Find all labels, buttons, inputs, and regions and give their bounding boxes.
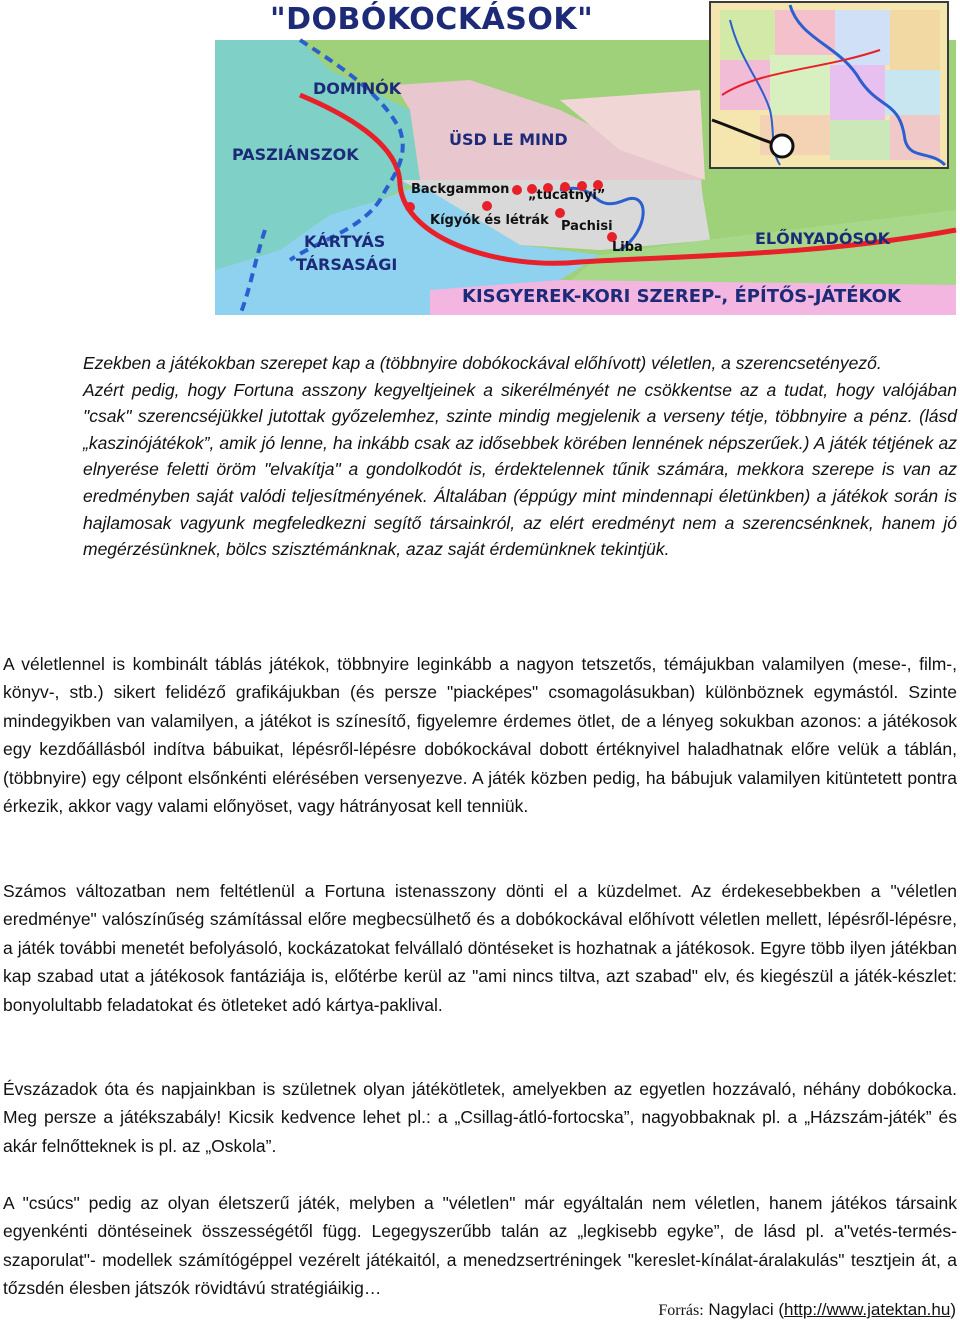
source-link[interactable]: http://www.jatektan.hu (784, 1300, 951, 1319)
label-dominok: DOMINÓK (313, 79, 402, 98)
label-backgammon: Backgammon (411, 182, 510, 197)
label-tarsasagi: TÁRSASÁGI (296, 255, 398, 274)
paragraph-3: Évszázadok óta és napjainkban is születnek olyan játékötletek, amelyekben az egyetlen hozzávaló, néhány dobókocka. Meg persze a játékszabály! Kicsik kedvence lehet pl.: a „Csillag-átló-fortocska”, nagyobbaknak pl. a „Házszám-játék” és akár felnőtteknek is pl. az „Oskola”. (3, 1079, 957, 1156)
inset-map (710, 2, 948, 168)
intro-block (83, 350, 957, 563)
label-tucatnyi: „tucatnyi” (528, 188, 606, 203)
figure-title: "DOBÓKOCKÁSOK" (270, 2, 594, 37)
source-label: Forrás: (658, 1302, 704, 1319)
intro-sentence-1: Ezekben a játékokban szerepet kap a (többnyire dobókockával előhívott) véletlen, a szerencsetényező. (83, 353, 882, 373)
intro-sentence-2: Azért pedig, hogy Fortuna asszony kegyeltjeinek a sikerélményét ne csökkentse az a tudat, hogy valójában "csak" szerencséjükkel jutottak győzelemhez, szinte mindig megjelenik a verseny tétje, többnyire a pénz. (lásd „kaszinójátékok”, amik jó lenne, ha inkább csak az idősebbek körében lennének népszerűek.) A játék tétjének az elnyerése feletti öröm "elvakítja" a gondolkodót is, érdektelennek tűnik számára, mekkora szerepe is van az eredményben saját valódi teljesítményének. Általában (éppúgy mint mindennapi életünkben) a játékok során is hajlamosak vagyunk megfeledkezni segítő társainkról, az elért eredményt nem a szerencsénknek, hanem jó megérzésünknek, bölcs szisztémánknak, azaz saját érdemünknek tekintjük. (83, 379, 957, 560)
source-author: Nagylaci ( (708, 1300, 784, 1319)
label-kigyok: Kígyók és létrák (430, 213, 549, 228)
paragraph-2: Számos változatban nem feltétlenül a Fortuna istenasszony dönti el a küzdelmet. Az érdekesebbekben a "véletlen eredménye" valószínűség számítással előre megbecsülhető és a dobókockával előhívott véletlen mellett, lépésről-lépésre, a játék további menetét befolyásoló, kockázatokat felvállaló döntéseket is hozhatnak a játékosok. Egyre több ilyen játékban kap szabad utat a játékosok fantáziája is, előtérbe kerül az "ami nincs tiltva, azt szabad" elv, és kiegészül a játék-készlet: bonyolultabb feladatokat és ötleteket adó kártya-paklival. (3, 881, 957, 1015)
label-usd: ÜSD LE MIND (449, 130, 568, 149)
label-kisgyerek: KISGYEREK-KORI SZEREP-, ÉPÍTŐS-JÁTÉKOK (462, 286, 901, 307)
label-elonyadosok: ELŐNYADÓSOK (755, 229, 890, 248)
paragraph-4: A "csúcs" pedig az olyan életszerű játék, melyben a "véletlen" már egyáltalán nem véletlen, hanem játékos társaink egyenkénti döntéseinek összességétől függ. Legegyszerűbb talán az „legkisebb egyke”, de lásd pl. a"vetés-termés-szaporulat"- modellek számítógéppel vezérelt játékaitól, a menedzsertréningek "kereslet-kínálat-áralakulás" tesztjein át, a tőzsdén élesben játszók rövidtávú stratégiáikig… (3, 1193, 957, 1299)
label-pachisi: Pachisi (561, 219, 613, 234)
label-kartyas: KÁRTYÁS (304, 232, 386, 251)
source-close: ) (950, 1300, 956, 1319)
label-pasziansz: PASZIÁNSZOK (232, 145, 359, 164)
paragraph-1: A véletlennel is kombinált táblás játékok, többnyire leginkább a nagyon tetszetős, témájukban valamilyen (mese-, film-, könyv-, stb.) sikert felidéző grafikájukban (és persze "piacképes" csomagolásukban) különböznek egymástól. Szinte mindegyikben van valamilyen, a játékot is színesítő, figyelemre érdemes ötlet, de a lényeg sokukban azonos: a játékosok egy kezdőállásból indítva bábuikat, lépésről-lépésre dobókockával dobott értéknyivel haladhatnak előre velük a táblán, (többnyire) egy célpont elsőnkénti elérésében versenyezve. A játék közben pedig, ha bábujuk valamilyen kitüntetett pontra érkezik, akkor vagy valami előnyöset, vagy hátrányosat kell tenniük. (3, 654, 957, 817)
source-line (658, 1300, 956, 1320)
label-liba: Liba (612, 240, 643, 255)
